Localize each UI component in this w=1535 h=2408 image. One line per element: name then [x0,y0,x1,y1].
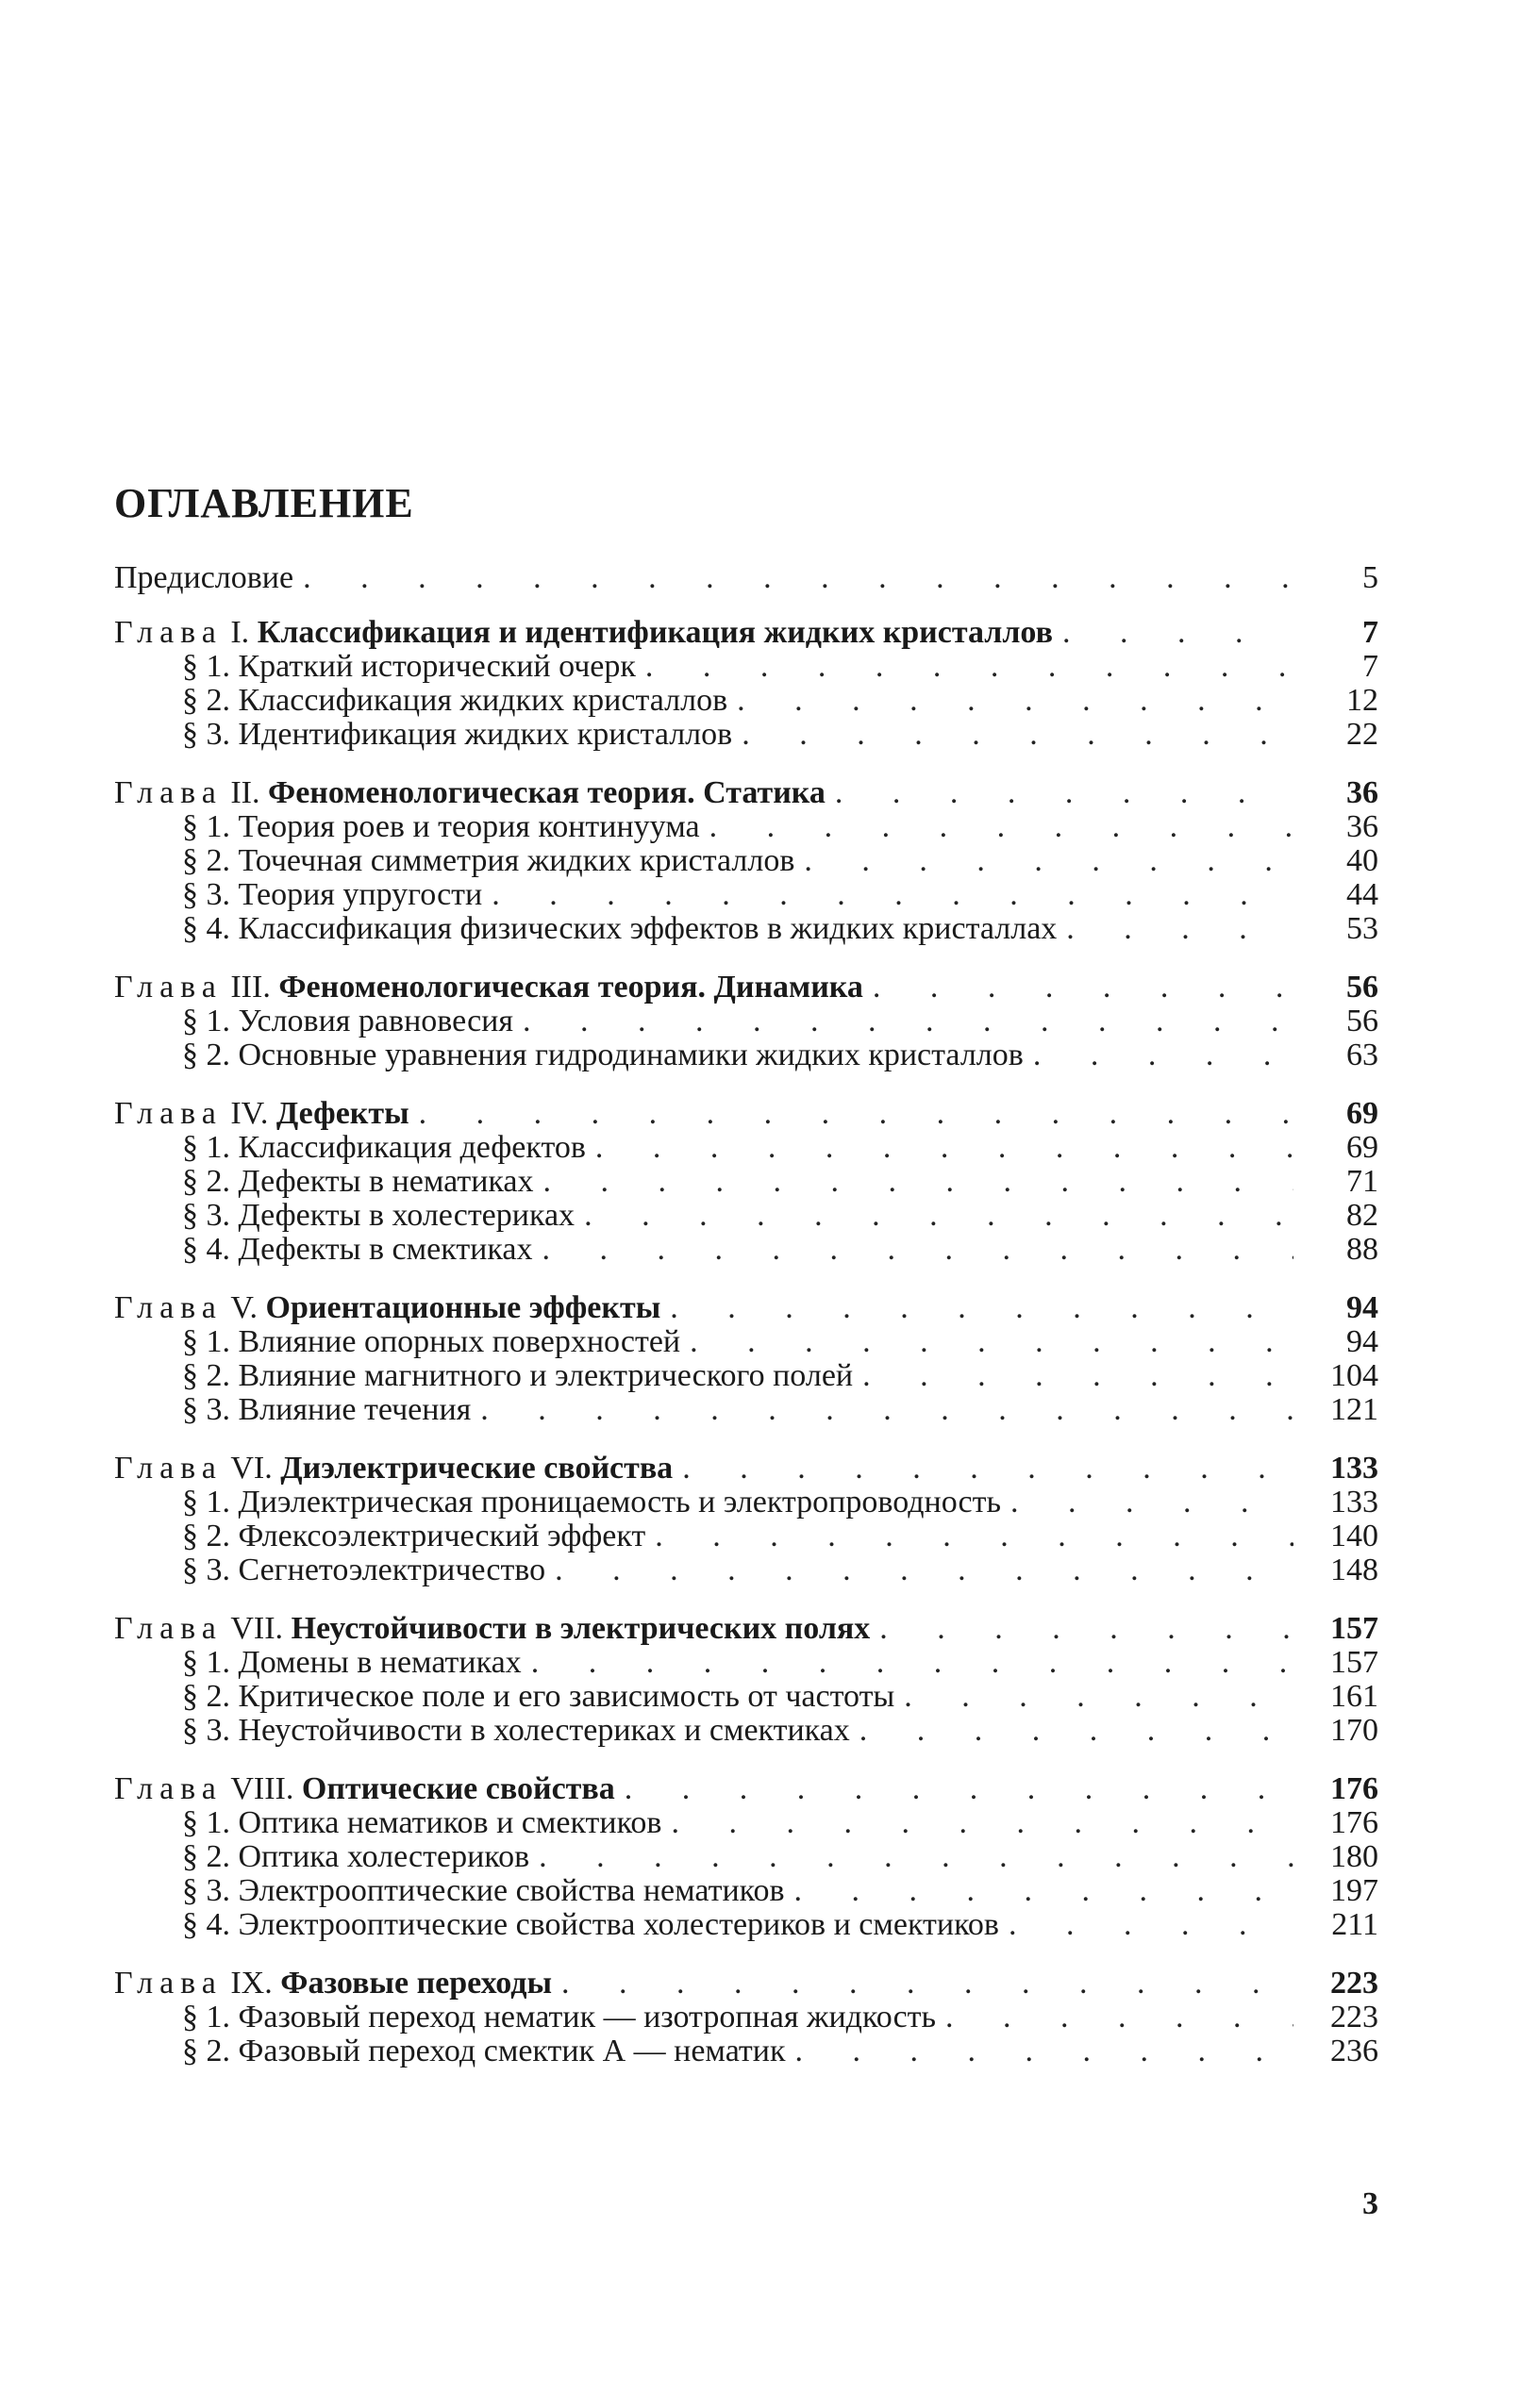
section-number: § 3. [182,1873,230,1908]
chapter-number: III. [230,970,271,1005]
section-number: § 2. [182,1519,230,1553]
chapter-word: Глава [114,615,223,650]
chapter-number: VII. [230,1611,284,1646]
toc-chapter-label [114,1967,552,2001]
leader-dots [879,1612,1293,1646]
toc-section-label [182,718,732,752]
section-title: Дефекты в смектиках [238,1232,533,1267]
toc-section-label [182,1393,471,1427]
chapter-word: Глава [114,1966,223,2001]
toc-section-label [182,1908,999,1942]
toc-chapter-label [114,616,1053,650]
section-title: Влияние опорных поверхностей [238,1324,681,1359]
page-number: 3 [1362,2186,1378,2221]
toc-chapter-label [114,971,863,1005]
leader-dots [671,1806,1293,1840]
toc-page-number: 82 [1346,1198,1378,1233]
section-title: Краткий исторический очерк [238,649,636,684]
chapter-word: Глава [114,775,223,810]
chapter-word: Глава [114,1611,223,1646]
toc-section-row[interactable] [114,1874,1378,1908]
toc-section-row[interactable] [114,844,1378,878]
toc-section-label [182,878,482,912]
chapter-number: VIII. [230,1771,294,1806]
toc-page-number: 161 [1330,1679,1378,1714]
chapter-word: Глава [114,1290,223,1325]
leader-dots [709,810,1293,844]
toc-page-number: 140 [1330,1519,1378,1553]
leader-dots [555,1553,1293,1587]
toc-section-label [182,1874,785,1908]
toc-section-label [182,1199,575,1233]
section-title: Домены в нематиках [238,1645,522,1680]
leader-dots [561,1967,1293,2001]
toc-section-row[interactable] [114,1680,1378,1714]
toc-page-number: 53 [1346,911,1378,946]
toc-page-number: 44 [1346,877,1378,912]
leader-dots [645,650,1293,684]
leader-dots [862,1359,1293,1393]
toc-page-number: 176 [1330,1805,1378,1840]
toc-section-label [182,1325,680,1359]
section-number: § 4. [182,1907,230,1942]
leader-dots [804,844,1293,878]
leader-dots [539,1840,1293,1874]
toc-chapter-row[interactable] [114,971,1378,1005]
section-title: Оптика нематиков и смектиков [238,1805,662,1840]
chapter-word: Глава [114,1096,223,1131]
toc-section-label [182,810,700,844]
toc-chapter-label [114,1097,409,1131]
toc-section-row[interactable] [114,1520,1378,1553]
toc-section-row[interactable] [114,1131,1378,1165]
toc-section-label [182,1806,661,1840]
toc-section-label [182,1005,513,1038]
toc-section-label [182,1680,894,1714]
toc-page-number: 211 [1331,1907,1378,1942]
toc-section-label [182,2034,785,2068]
toc-section-row[interactable] [114,1908,1378,1942]
leader-dots [1010,1486,1293,1520]
chapter-number: I. [230,615,250,650]
toc-chapter-label [114,1452,673,1486]
leader-dots [1033,1038,1293,1072]
toc-section-row[interactable] [114,1199,1378,1233]
section-number: § 1. [182,1645,230,1680]
toc-chapter-row[interactable] [114,1772,1378,1806]
leader-dots [480,1393,1293,1427]
toc-page-number: 63 [1346,1038,1378,1072]
section-number: § 1. [182,649,230,684]
toc-section-row[interactable] [114,1646,1378,1680]
chapter-title: Феноменологическая теория. Динамика [278,970,863,1005]
toc-page-number: 5 [1362,560,1378,595]
section-title: Дефекты в нематиках [238,1164,534,1199]
toc-section-label [182,1840,529,1874]
section-title: Классификация жидких кристаллов [238,683,728,718]
toc-page-number: 7 [1362,615,1378,650]
toc-chapter-label [114,1772,615,1806]
toc-chapter-row[interactable] [114,1291,1378,1325]
leader-dots [794,1874,1293,1908]
leader-dots [835,776,1293,810]
leader-dots [737,684,1293,718]
section-number: § 1. [182,1805,230,1840]
leader-dots [682,1452,1293,1486]
toc-section-row[interactable] [114,1840,1378,1874]
section-number: § 3. [182,1198,230,1233]
chapter-number: II. [230,775,260,810]
toc-page-number: 157 [1330,1645,1378,1680]
chapter-title: Диэлектрические свойства [280,1451,674,1486]
toc-page-number: 88 [1346,1232,1378,1267]
page-title: ОГЛАВЛЕНИЕ [114,480,414,526]
toc-page-number: 71 [1346,1164,1378,1199]
leader-dots [670,1291,1293,1325]
leader-dots [523,1005,1293,1038]
section-number: § 3. [182,1713,230,1748]
toc-page-number: 12 [1346,683,1378,718]
toc-section-row[interactable] [114,1325,1378,1359]
chapter-number: VI. [230,1451,273,1486]
toc-page-number: 148 [1330,1553,1378,1587]
toc-section-label [182,912,1057,946]
toc-page-number: 94 [1346,1324,1378,1359]
section-title: Влияние магнитного и электрического полей [238,1358,854,1393]
section-number: § 1. [182,1324,230,1359]
toc-section-row[interactable] [114,1005,1378,1038]
section-title: Электрооптические свойства холестериков и смектиков [238,1907,999,1942]
chapter-title: Дефекты [275,1096,409,1131]
section-title: Фазовый переход смектик А — нематик [238,2034,786,2068]
toc-section-row[interactable] [114,718,1378,752]
leader-dots [303,561,1293,595]
section-number: § 2. [182,843,230,878]
toc-page-number: 36 [1346,809,1378,844]
toc-chapter-row[interactable] [114,776,1378,810]
leader-dots [904,1680,1293,1714]
toc-section-row[interactable] [114,810,1378,844]
chapter-title: Ориентационные эффекты [265,1290,661,1325]
section-title: Дефекты в холестериках [238,1198,576,1233]
section-title: Идентификация жидких кристаллов [238,717,733,752]
toc-section-row[interactable] [114,1714,1378,1748]
section-title: Неустойчивости в холестериках и смектиках [238,1713,850,1748]
section-number: § 1. [182,1130,230,1165]
section-title: Условия равновесия [238,1004,513,1038]
toc-section-row[interactable] [114,1553,1378,1587]
toc-section-row[interactable] [114,2001,1378,2034]
toc-section-row[interactable] [114,2034,1378,2068]
section-number: § 1. [182,2000,230,2034]
toc-page-number: 56 [1346,1004,1378,1038]
toc-section-label [182,2001,936,2034]
section-number: § 4. [182,1232,230,1267]
section-title: Классификация физических эффектов в жидких кристаллах [238,911,1058,946]
toc-page-number: 133 [1330,1485,1378,1520]
toc-section-label [182,650,636,684]
toc-section-label [182,1038,1024,1072]
toc-chapter-label [114,1291,660,1325]
chapter-number: IX. [230,1966,273,2001]
toc-chapter-row[interactable] [114,1097,1378,1131]
toc-section-row[interactable] [114,878,1378,912]
toc-section-row[interactable] [114,1359,1378,1393]
toc-page-number: 197 [1330,1873,1378,1908]
toc-page-number: 40 [1346,843,1378,878]
section-number: § 2. [182,683,230,718]
toc-section-row[interactable] [114,1233,1378,1267]
toc-preface-label: Предисловие [114,560,294,595]
toc-section-row[interactable] [114,912,1378,946]
toc-page-number: 170 [1330,1713,1378,1748]
toc-chapter-label [114,1612,870,1646]
toc-page-number: 236 [1330,2034,1378,2068]
toc-section-row[interactable] [114,1393,1378,1427]
section-title: Влияние течения [238,1392,472,1427]
toc-page-number: 176 [1330,1771,1378,1806]
section-number: § 2. [182,1679,230,1714]
toc-section-label [182,1165,534,1199]
toc-chapters [114,616,1378,2068]
toc-preface-row[interactable] [114,561,1378,595]
chapter-title: Фазовые переходы [280,1966,553,2001]
section-title: Фазовый переход нематик — изотропная жидкость [238,2000,937,2034]
toc-page-number: 121 [1330,1392,1378,1427]
toc-page-number: 157 [1330,1611,1378,1646]
toc-page-number: 223 [1330,1966,1378,2001]
leader-dots [742,718,1293,752]
leader-dots [595,1131,1293,1165]
section-title: Диэлектрическая проницаемость и электропроводность [238,1485,1002,1520]
chapter-number: V. [230,1290,259,1325]
toc-chapter-row[interactable] [114,1452,1378,1486]
section-number: § 3. [182,1553,230,1587]
section-number: § 3. [182,877,230,912]
chapter-title: Классификация и идентификация жидких кристаллов [257,615,1053,650]
toc-section-row[interactable] [114,1165,1378,1199]
toc-page-number: 180 [1330,1839,1378,1874]
leader-dots [859,1714,1293,1748]
leader-dots [584,1199,1293,1233]
leader-dots [625,1772,1293,1806]
toc-chapter-row[interactable] [114,1967,1378,2001]
chapter-word: Глава [114,970,223,1005]
section-number: § 4. [182,911,230,946]
section-number: § 3. [182,1392,230,1427]
toc-section-label [182,1486,1001,1520]
leader-dots [1009,1908,1293,1942]
section-title: Классификация дефектов [238,1130,586,1165]
section-title: Критическое поле и его зависимость от частоты [238,1679,895,1714]
section-title: Теория роев и теория континуума [238,809,700,844]
section-number: § 2. [182,2034,230,2068]
toc-chapter-row[interactable] [114,1612,1378,1646]
section-number: § 1. [182,1485,230,1520]
chapter-word: Глава [114,1451,223,1486]
leader-dots [945,2001,1293,2034]
section-title: Электрооптические свойства нематиков [238,1873,785,1908]
section-title: Сегнетоэлектричество [238,1553,546,1587]
toc-page-number: 133 [1330,1451,1378,1486]
toc-chapter-row[interactable] [114,616,1378,650]
toc-section-label [182,1131,586,1165]
section-number: § 2. [182,1839,230,1874]
toc-page-number: 69 [1346,1130,1378,1165]
toc-section-label [182,1553,545,1587]
chapter-title: Неустойчивости в электрических полях [291,1611,871,1646]
section-number: § 2. [182,1164,230,1199]
toc-page-number: 223 [1330,2000,1378,2034]
toc-section-label [182,1233,532,1267]
toc-page-number: 69 [1346,1096,1378,1131]
section-number: § 2. [182,1358,230,1393]
section-title: Теория упругости [238,877,483,912]
leader-dots [543,1165,1294,1199]
leader-dots [492,878,1293,912]
section-title: Основные уравнения гидродинамики жидких кристаллов [238,1038,1024,1072]
leader-dots [419,1097,1293,1131]
toc-section-row[interactable] [114,1486,1378,1520]
toc-page-number: 56 [1346,970,1378,1005]
chapter-word: Глава [114,1771,223,1806]
leader-dots [690,1325,1293,1359]
section-number: § 1. [182,809,230,844]
section-title: Оптика холестериков [238,1839,530,1874]
leader-dots [531,1646,1293,1680]
chapter-title: Оптические свойства [301,1771,615,1806]
section-number: § 3. [182,717,230,752]
leader-dots [873,971,1293,1005]
toc-section-label [182,1646,522,1680]
leader-dots [542,1233,1293,1267]
toc-section-label [182,1520,645,1553]
toc-page-number: 36 [1346,775,1378,810]
chapter-title: Феноменологическая теория. Статика [268,775,826,810]
toc-page-number: 22 [1346,717,1378,752]
toc-chapter-label [114,776,826,810]
section-number: § 2. [182,1038,230,1072]
toc-section-label [182,1359,853,1393]
section-title: Флексоэлектрический эффект [238,1519,646,1553]
toc-section-label [182,844,794,878]
toc-section-row[interactable] [114,650,1378,684]
toc-page-number: 7 [1362,649,1378,684]
toc-section-row[interactable] [114,1038,1378,1072]
toc-section-label [182,684,727,718]
section-number: § 1. [182,1004,230,1038]
toc-section-label [182,1714,850,1748]
leader-dots [794,2034,1293,2068]
leader-dots [1066,912,1293,946]
toc-page-number: 104 [1330,1358,1378,1393]
toc-section-row[interactable] [114,1806,1378,1840]
toc-section-row[interactable] [114,684,1378,718]
chapter-number: IV. [230,1096,269,1131]
table-of-contents [114,561,1378,2068]
toc-page-number: 94 [1346,1290,1378,1325]
leader-dots [655,1520,1293,1553]
leader-dots [1062,616,1293,650]
section-title: Точечная симметрия жидких кристаллов [238,843,795,878]
